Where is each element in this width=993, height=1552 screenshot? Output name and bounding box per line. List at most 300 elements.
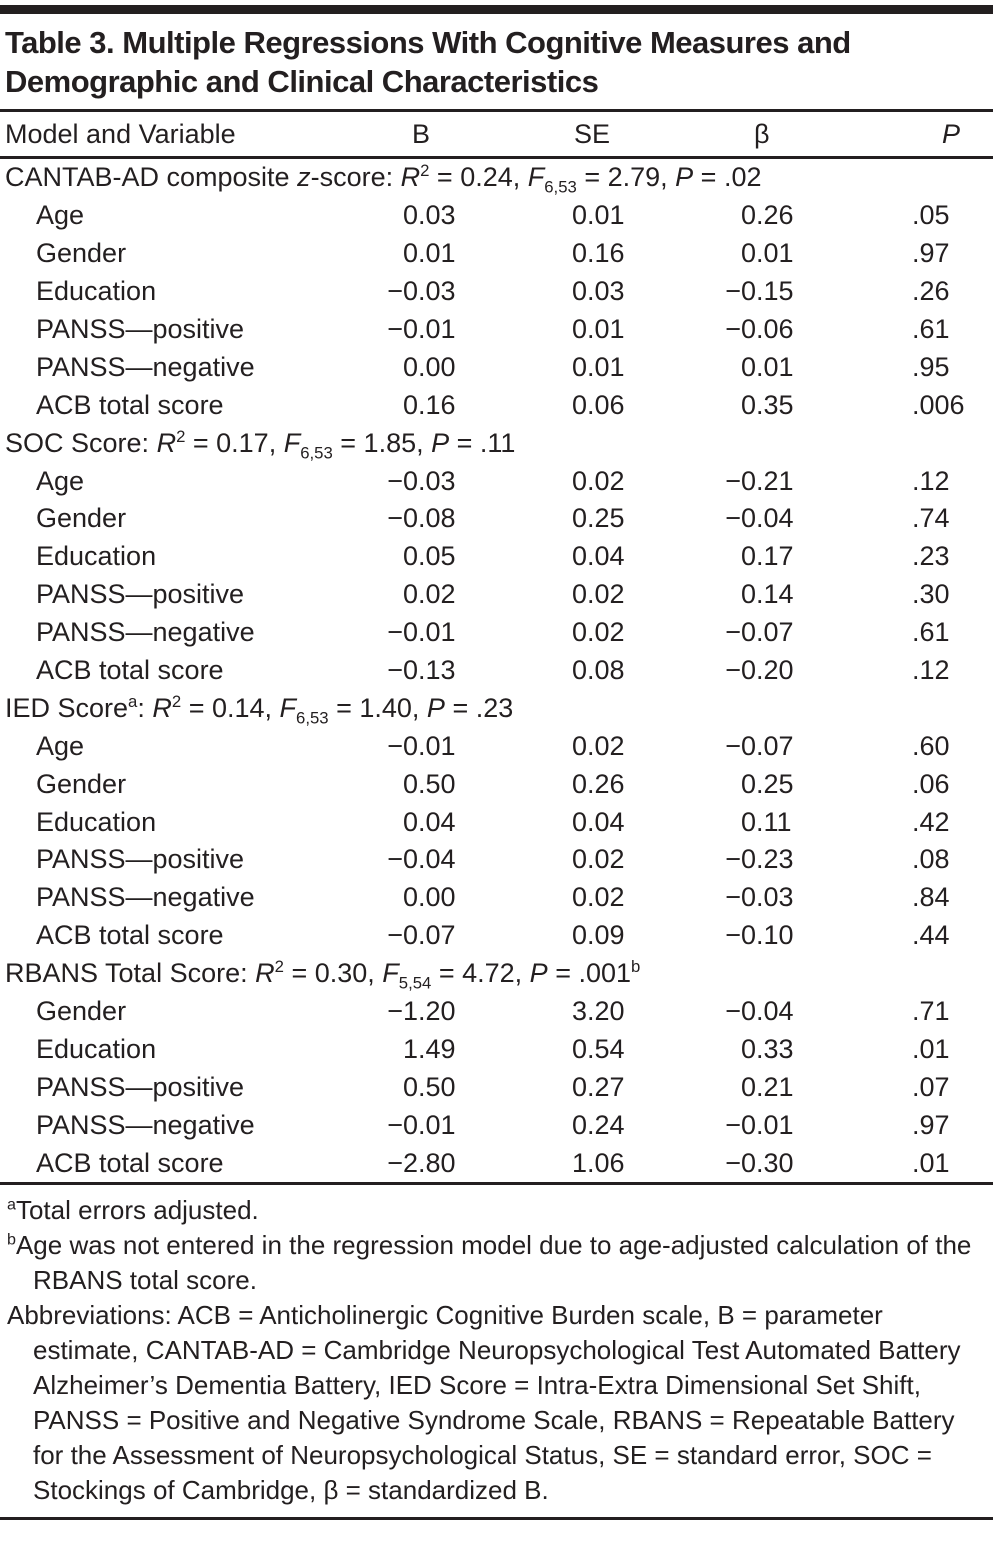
model-header-cell: RBANS Total Score: $R^2 = 0.30$, $F_{5,54} = 4.72$, P = .001$^b$ [5, 957, 641, 993]
number-integer-part: −0 [387, 730, 418, 761]
cell-beta [722, 1068, 878, 1106]
number-integer-part: 0 [571, 882, 587, 913]
number-fraction-part: .01 [912, 1033, 950, 1064]
number-fraction-part: .97 [912, 238, 950, 269]
number-integer-part: 0 [740, 238, 756, 269]
number-fraction-part: .60 [912, 730, 950, 761]
table-row [0, 197, 993, 235]
number-integer-part: 0 [571, 617, 587, 648]
number-integer-part: 0 [740, 1071, 756, 1102]
number-integer-part: −0 [387, 617, 418, 648]
number-fraction-part: .04 [756, 996, 794, 1027]
number-fraction-part: .02 [587, 882, 625, 913]
model-row [0, 955, 993, 993]
number-integer-part: −0 [387, 314, 418, 344]
number-fraction-part: .07 [756, 617, 794, 648]
number-fraction-part: .01 [587, 200, 625, 231]
cell-p [878, 311, 993, 349]
number-fraction-part: .01 [912, 1147, 950, 1178]
cell-p [878, 652, 993, 690]
number-integer-part: 0 [571, 579, 587, 610]
number-fraction-part: .54 [587, 1033, 625, 1064]
cell-b [384, 917, 553, 955]
number-integer-part: 3 [571, 996, 587, 1027]
number-integer-part: −0 [725, 1109, 756, 1140]
model-row [0, 158, 993, 197]
table-body [0, 158, 993, 1184]
variable-label-cell: Education [36, 541, 157, 572]
number-integer-part: −0 [387, 503, 418, 534]
number-fraction-part: .07 [418, 920, 456, 951]
number-integer-part: 0 [402, 579, 418, 610]
cell-p [878, 765, 993, 803]
cell-beta [722, 765, 878, 803]
number-fraction-part: .15 [756, 276, 794, 307]
stat-p-symbol: P [675, 162, 694, 193]
cell-p [878, 235, 993, 273]
table-row [0, 1068, 993, 1106]
number-fraction-part: .02 [587, 617, 625, 648]
stat-f-symbol: F [279, 692, 297, 723]
number-fraction-part: .03 [587, 276, 625, 307]
number-integer-part: 0 [571, 465, 587, 496]
number-fraction-part: .01 [418, 617, 456, 648]
cell-p [878, 576, 993, 614]
number-fraction-part: .02 [587, 579, 625, 610]
regression-table [0, 109, 993, 1185]
number-fraction-part: .17 [756, 541, 794, 572]
number-fraction-part: .03 [418, 276, 456, 307]
number-fraction-part: .95 [912, 351, 950, 382]
number-integer-part: −0 [725, 465, 756, 496]
model-header-cell: IED Score$^a$: $R^2 = 0.14$, $F_{6,53} = 1.40$, P = .23 [5, 691, 514, 728]
cell-p [878, 841, 993, 879]
cell-se [553, 462, 722, 500]
number-fraction-part: .50 [418, 768, 456, 799]
variable-label-cell: Age [36, 730, 85, 761]
variable-label-cell: Education [36, 1033, 157, 1064]
number-fraction-part: .49 [418, 1033, 456, 1064]
number-fraction-part: .23 [756, 844, 794, 875]
number-integer-part: −0 [725, 276, 756, 307]
number-fraction-part: .04 [756, 503, 794, 534]
number-integer-part: 0 [571, 238, 587, 269]
cell-b [384, 614, 553, 652]
cell-se [553, 1030, 722, 1068]
cell-se [553, 386, 722, 424]
column-header-beta: β [722, 111, 878, 158]
stat-f-symbol: F [283, 427, 301, 458]
column-header-model-and-variable: Model and Variable [0, 111, 384, 158]
cell-p [878, 386, 993, 424]
r-squared-exponent: 2 [171, 691, 182, 711]
number-fraction-part: .21 [756, 465, 794, 496]
cell-p [878, 727, 993, 765]
table-row [0, 386, 993, 424]
table-row [0, 803, 993, 841]
number-integer-part: −0 [387, 1109, 418, 1140]
f-degrees-of-freedom: 5,54 [398, 973, 432, 993]
cell-p [878, 462, 993, 500]
number-integer-part: 0 [571, 806, 587, 837]
variable-label-cell: ACB total score [36, 655, 224, 686]
number-fraction-part: .07 [756, 730, 794, 761]
top-rule [0, 5, 993, 14]
footnote-marker: a [7, 1195, 16, 1214]
column-header-p: P [878, 111, 993, 158]
table-row [0, 917, 993, 955]
cell-beta [722, 311, 878, 349]
number-integer-part: 0 [402, 882, 418, 913]
number-integer-part: 0 [402, 351, 418, 382]
cell-p [878, 197, 993, 235]
cell-b [384, 879, 553, 917]
number-fraction-part: .01 [756, 238, 794, 269]
number-integer-part: 0 [402, 541, 418, 572]
table-row [0, 1106, 993, 1144]
number-fraction-part: .23 [912, 541, 950, 572]
number-fraction-part: .12 [912, 465, 950, 496]
cell-p [878, 273, 993, 311]
number-integer-part: −2 [387, 1147, 418, 1178]
model-row [0, 424, 993, 462]
number-fraction-part: .10 [756, 920, 794, 951]
variable-label-cell: Gender [36, 768, 127, 799]
number-integer-part: −0 [725, 503, 756, 534]
footnote-marker: b [631, 957, 641, 977]
cell-beta [722, 538, 878, 576]
cell-b [384, 652, 553, 690]
number-fraction-part: .03 [756, 882, 794, 913]
number-fraction-part: .06 [587, 1147, 625, 1178]
cell-beta [722, 576, 878, 614]
cell-beta [722, 917, 878, 955]
italic-term: z [297, 162, 311, 193]
variable-label-cell: ACB total score [36, 389, 224, 420]
cell-beta [722, 348, 878, 386]
number-fraction-part: .04 [418, 844, 456, 875]
number-fraction-part: .26 [912, 276, 950, 307]
table-row [0, 727, 993, 765]
stat-r-symbol: R [152, 692, 172, 723]
number-integer-part: 0 [402, 389, 418, 420]
cell-se [553, 576, 722, 614]
cell-b [384, 197, 553, 235]
number-fraction-part: .03 [418, 200, 456, 231]
table-row [0, 765, 993, 803]
number-fraction-part: .84 [912, 882, 950, 913]
number-fraction-part: .44 [912, 920, 950, 951]
cell-se [553, 1144, 722, 1183]
table-row [0, 1144, 993, 1183]
number-integer-part: −0 [725, 655, 756, 686]
number-fraction-part: .30 [912, 579, 950, 610]
number-integer-part: −1 [387, 996, 418, 1027]
f-degrees-of-freedom: 6,53 [300, 443, 333, 463]
cell-se [553, 500, 722, 538]
number-integer-part: 1 [402, 1033, 418, 1064]
stat-f-symbol: F [382, 958, 399, 989]
number-fraction-part: .20 [587, 996, 625, 1027]
cell-b [384, 727, 553, 765]
stat-p-symbol: P [529, 958, 548, 989]
number-integer-part: 0 [402, 768, 418, 799]
cell-beta [722, 235, 878, 273]
cell-beta [722, 1144, 878, 1183]
cell-b [384, 1106, 553, 1144]
number-fraction-part: .01 [756, 351, 794, 382]
number-fraction-part: .01 [587, 351, 625, 382]
number-integer-part: 0 [740, 200, 756, 231]
cell-b [384, 462, 553, 500]
number-fraction-part: .14 [756, 579, 794, 610]
cell-se [553, 765, 722, 803]
number-integer-part: 0 [571, 920, 587, 951]
number-fraction-part: .08 [587, 655, 625, 686]
number-integer-part: 0 [571, 1033, 587, 1064]
number-fraction-part: .27 [587, 1071, 625, 1102]
number-fraction-part: .16 [418, 389, 456, 420]
table-row [0, 500, 993, 538]
bottom-rule [0, 1517, 993, 1520]
number-fraction-part: .12 [912, 655, 950, 686]
number-fraction-part: .01 [418, 238, 456, 269]
cell-se [553, 917, 722, 955]
cell-p [878, 500, 993, 538]
table-row [0, 993, 993, 1031]
cell-se [553, 197, 722, 235]
number-fraction-part: .01 [587, 314, 625, 344]
table-row [0, 1030, 993, 1068]
cell-beta [722, 462, 878, 500]
number-integer-part: 0 [571, 351, 587, 382]
stat-r-symbol: R [255, 958, 275, 989]
number-integer-part: −0 [725, 1147, 756, 1178]
column-header-se: SE [553, 111, 722, 158]
variable-label-cell: Education [36, 806, 157, 837]
cell-p [878, 917, 993, 955]
cell-se [553, 614, 722, 652]
cell-p [878, 993, 993, 1031]
variable-label-cell: Gender [36, 238, 127, 269]
number-fraction-part: .04 [418, 806, 456, 837]
footnote: Abbreviations: ACB = Anticholinergic Cognitive Burden scale, B = parameter estimate, CANTAB-AD = Cambridge Neuropsychological Test Automated Battery Alzheimer’s Dementia Battery, IED Score = Intra-Extra Dimensional Set Shift, PANSS = Positive and Negative Syndrome Scale, RBANS = Repeatable Battery for the Assessment of Neuropsychological Status, SE = standard error, SOC = Stockings of Cambridge, β = standardized B. [7, 1300, 961, 1506]
number-fraction-part: .97 [912, 1109, 950, 1140]
cell-se [553, 879, 722, 917]
number-fraction-part: .06 [756, 314, 794, 344]
variable-label-cell: PANSS—negative [36, 617, 255, 648]
cell-p [878, 1068, 993, 1106]
cell-b [384, 1144, 553, 1183]
table-row [0, 841, 993, 879]
stat-p-symbol: P [426, 692, 445, 723]
variable-label-cell: PANSS—positive [36, 844, 245, 875]
number-integer-part: −0 [725, 920, 756, 951]
number-integer-part: 0 [571, 655, 587, 686]
number-integer-part: −0 [725, 730, 756, 761]
number-fraction-part: .33 [756, 1033, 794, 1064]
number-fraction-part: .09 [587, 920, 625, 951]
number-integer-part: 0 [571, 768, 587, 799]
cell-se [553, 727, 722, 765]
model-row [0, 689, 993, 727]
number-integer-part: 0 [740, 579, 756, 610]
number-integer-part: 0 [571, 1071, 587, 1102]
cell-p [878, 538, 993, 576]
stat-r-symbol: R [156, 427, 177, 458]
cell-b [384, 576, 553, 614]
number-fraction-part: .00 [418, 351, 456, 382]
cell-beta [722, 197, 878, 235]
number-integer-part: 0 [402, 238, 418, 269]
number-fraction-part: .01 [418, 730, 456, 761]
cell-beta [722, 993, 878, 1031]
number-fraction-part: .03 [418, 465, 456, 496]
cell-b [384, 1068, 553, 1106]
number-fraction-part: .02 [587, 844, 625, 875]
number-integer-part: 0 [740, 768, 756, 799]
number-fraction-part: .06 [587, 389, 625, 420]
table-row [0, 576, 993, 614]
r-squared-exponent: 2 [274, 957, 284, 977]
variable-label-cell: PANSS—positive [36, 1071, 245, 1102]
cell-b [384, 993, 553, 1031]
table-row [0, 462, 993, 500]
number-integer-part: 0 [571, 730, 587, 761]
number-fraction-part: .16 [587, 238, 625, 269]
number-fraction-part: .08 [418, 503, 456, 534]
model-header-cell: SOC Score: $R^2 = 0.17$, $F_{6,53} = 1.85$, P = .11 [5, 426, 516, 463]
cell-b [384, 765, 553, 803]
number-fraction-part: .02 [418, 579, 456, 610]
cell-p [878, 879, 993, 917]
variable-label-cell: ACB total score [36, 1147, 224, 1178]
number-fraction-part: .21 [756, 1071, 794, 1102]
number-integer-part: −0 [387, 655, 418, 686]
number-integer-part: −0 [387, 844, 418, 875]
header-row [0, 111, 993, 158]
variable-label-cell: Age [36, 200, 85, 231]
number-fraction-part: .35 [756, 389, 794, 420]
number-fraction-part: .26 [756, 200, 794, 231]
number-fraction-part: .24 [587, 1109, 625, 1140]
variable-label-cell: Age [36, 465, 85, 496]
number-integer-part: −0 [725, 844, 756, 875]
stat-r-symbol: R [400, 162, 421, 193]
number-integer-part: −0 [387, 920, 418, 951]
number-fraction-part: .02 [587, 730, 625, 761]
number-fraction-part: .13 [418, 655, 456, 686]
variable-label-cell: Gender [36, 503, 127, 534]
number-fraction-part: .30 [756, 1147, 794, 1178]
number-fraction-part: .006 [912, 389, 965, 420]
cell-beta [722, 1030, 878, 1068]
number-integer-part: −0 [725, 882, 756, 913]
cell-se [553, 803, 722, 841]
number-fraction-part: .06 [912, 768, 950, 799]
cell-p [878, 803, 993, 841]
column-header-b: B [384, 111, 553, 158]
number-integer-part: 0 [571, 389, 587, 420]
variable-label-cell: ACB total score [36, 920, 224, 951]
number-fraction-part: .11 [756, 806, 792, 837]
cell-beta [722, 1106, 878, 1144]
cell-beta [722, 652, 878, 690]
number-integer-part: 0 [571, 844, 587, 875]
cell-se [553, 1068, 722, 1106]
cell-beta [722, 879, 878, 917]
number-integer-part: −0 [387, 276, 418, 307]
cell-beta [722, 614, 878, 652]
number-integer-part: 0 [571, 541, 587, 572]
number-fraction-part: .61 [912, 314, 950, 344]
variable-label-cell: PANSS—positive [36, 314, 245, 344]
cell-b [384, 500, 553, 538]
cell-b [384, 841, 553, 879]
number-fraction-part: .01 [418, 1109, 456, 1140]
footnote: $^a$Total errors adjusted. [7, 1195, 259, 1226]
number-fraction-part: .25 [756, 768, 794, 799]
cell-se [553, 273, 722, 311]
cell-b [384, 273, 553, 311]
cell-b [384, 538, 553, 576]
cell-b [384, 803, 553, 841]
number-fraction-part: .01 [418, 314, 456, 344]
number-integer-part: 0 [740, 806, 756, 837]
cell-p [878, 1144, 993, 1183]
cell-p [878, 1030, 993, 1068]
cell-se [553, 841, 722, 879]
variable-label-cell: PANSS—positive [36, 579, 245, 610]
cell-p [878, 1106, 993, 1144]
number-integer-part: 0 [571, 314, 587, 344]
number-fraction-part: .02 [587, 465, 625, 496]
cell-beta [722, 803, 878, 841]
table-title: Table 3. Multiple Regressions With Cognitive Measures and Demographic and Clinical Characteristics [5, 25, 851, 99]
number-integer-part: 0 [402, 200, 418, 231]
number-integer-part: 0 [740, 351, 756, 382]
f-degrees-of-freedom: 6,53 [296, 708, 329, 728]
number-integer-part: 1 [571, 1147, 587, 1178]
number-integer-part: −0 [725, 617, 756, 648]
table-row [0, 652, 993, 690]
number-integer-part: 0 [740, 541, 756, 572]
stat-p-symbol: P [431, 427, 450, 458]
table-row [0, 311, 993, 349]
number-integer-part: −0 [387, 465, 418, 496]
number-fraction-part: .26 [587, 768, 625, 799]
variable-label-cell: Gender [36, 996, 127, 1027]
footnote-marker: a [128, 691, 138, 711]
number-fraction-part: .20 [756, 655, 794, 686]
number-fraction-part: .05 [912, 200, 950, 231]
cell-se [553, 235, 722, 273]
cell-se [553, 993, 722, 1031]
cell-se [553, 311, 722, 349]
number-fraction-part: .80 [418, 1147, 456, 1178]
number-integer-part: 0 [571, 276, 587, 307]
r-squared-exponent: 2 [420, 161, 430, 181]
variable-label-cell: Education [36, 276, 157, 307]
number-fraction-part: .01 [756, 1109, 794, 1140]
number-integer-part: 0 [740, 1033, 756, 1064]
r-squared-exponent: 2 [176, 426, 186, 446]
variable-label-cell: PANSS—negative [36, 882, 255, 913]
cell-beta [722, 273, 878, 311]
cell-se [553, 652, 722, 690]
cell-b [384, 348, 553, 386]
number-integer-part: −0 [725, 314, 756, 344]
